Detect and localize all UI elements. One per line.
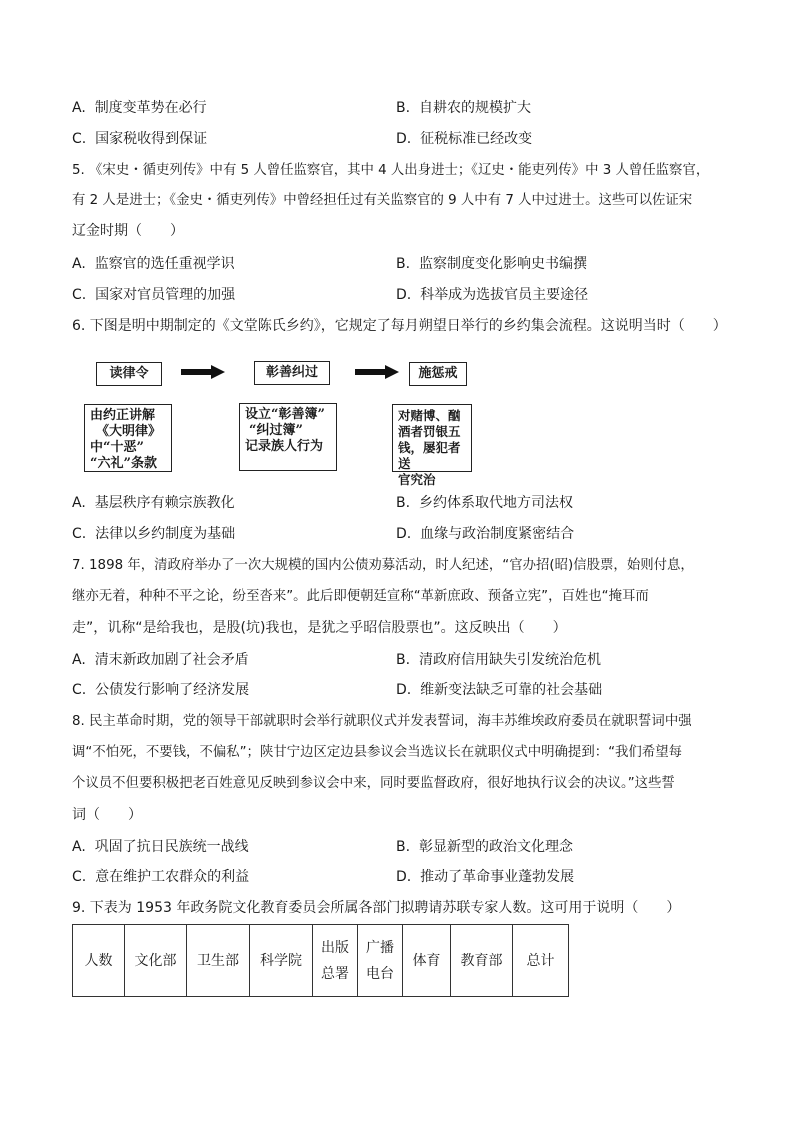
q8-option-c: C. 意在维护工农群众的利益 xyxy=(72,869,250,885)
table-header-cell: 体育 xyxy=(403,925,451,997)
table-header-row xyxy=(73,925,569,997)
q7-stem-line-3: 走”，讥称“是给我也，是股(坑)我也，是犹之乎昭信股票也”。这反映出（ ） xyxy=(72,620,567,636)
q5-option-a: A. 监察官的选任重视学识 xyxy=(72,256,235,272)
q9-stem: 9. 下表为 1953 年政务院文化教育委员会所属各部门拟聘请苏联专家人数。这可用于说明（ ） xyxy=(72,900,681,916)
flow-step-3-title: 施惩戒 xyxy=(409,362,467,386)
q6-option-b: B. 乡约体系取代地方司法权 xyxy=(396,495,573,511)
q9-expert-table xyxy=(72,924,569,997)
q5-option-b: B. 监察制度变化影响史书编撰 xyxy=(396,256,587,272)
q4-option-b: B. 自耕农的规模扩大 xyxy=(396,100,531,116)
q4-option-c: C. 国家税收得到保证 xyxy=(72,131,208,147)
q6-option-a: A. 基层秩序有赖宗族教化 xyxy=(72,495,235,511)
table-header-cell: 文化部 xyxy=(125,925,187,997)
q7-option-c: C. 公债发行影响了经济发展 xyxy=(72,682,250,698)
table-header-cell: 教育部 xyxy=(451,925,513,997)
q4-option-a: A. 制度变革势在必行 xyxy=(72,100,207,116)
q8-option-d: D. 推动了革命事业蓬勃发展 xyxy=(396,869,575,885)
q8-option-a: A. 巩固了抗日民族统一战线 xyxy=(72,839,249,855)
table-header-cell: 广播 电台 xyxy=(358,925,403,997)
q8-stem-line-3: 个议员不但要积极把老百姓意见反映到参议会中来，同时要监督政府，很好地执行议会的决议。”这些誓 xyxy=(72,776,675,791)
q6-option-c: C. 法律以乡约制度为基础 xyxy=(72,526,236,542)
table-header-cell: 总计 xyxy=(513,925,569,997)
q8-stem-line-4: 词（ ） xyxy=(72,807,142,823)
q5-option-d: D. 科举成为选拔官员主要途径 xyxy=(396,287,589,303)
q6-option-d: D. 血缘与政治制度紧密结合 xyxy=(396,526,575,542)
flow-step-3-detail: 对赌博、酗 酒者罚银五 钱，屡犯者送 官究治 xyxy=(392,404,472,472)
q5-option-c: C. 国家对官员管理的加强 xyxy=(72,287,236,303)
table-header-cell: 科学院 xyxy=(250,925,313,997)
q7-option-b: B. 清政府信用缺失引发统治危机 xyxy=(396,652,601,668)
flow-arrow-2-icon xyxy=(355,364,399,380)
flow-step-2-detail: 设立“彰善簿” “纠过簿” 记录族人行为 xyxy=(239,403,337,471)
q7-option-d: D. 维新变法缺乏可靠的社会基础 xyxy=(396,682,603,698)
table-header-cell: 人数 xyxy=(73,925,125,997)
q7-option-a: A. 清末新政加剧了社会矛盾 xyxy=(72,652,249,668)
q5-stem-line-3: 辽金时期（ ） xyxy=(72,223,184,239)
q4-option-d: D. 征税标准已经改变 xyxy=(396,131,533,147)
table-header-cell: 卫生部 xyxy=(187,925,250,997)
flow-arrow-1-icon xyxy=(181,364,225,380)
q8-option-b: B. 彰显新型的政治文化理念 xyxy=(396,839,573,855)
q7-stem-line-2: 继亦无着，种种不平之论，纷至沓来”。此后即便朝廷宣称“革新庶政、预备立宪”，百姓也“掩耳而 xyxy=(72,589,649,604)
q7-stem-line-1: 7. 1898 年，清政府举办了一次大规模的国内公债劝募活动，时人纪述，“官办招(昭)信股票，始则付息， xyxy=(72,558,694,573)
flow-step-1-title: 读律令 xyxy=(96,362,162,386)
table-header-cell: 出版 总署 xyxy=(313,925,358,997)
flow-step-2-title: 彰善纠过 xyxy=(254,361,330,385)
q8-stem-line-1: 8. 民主革命时期，党的领导干部就职时会举行就职仪式并发表誓词，海丰苏维埃政府委员在就职誓词中强 xyxy=(72,714,692,729)
flow-step-1-detail: 由约正讲解 《大明律》 中“十恶” “六礼”条款 xyxy=(84,404,172,472)
q6-stem: 6. 下图是明中期制定的《文堂陈氏乡约》，它规定了每月朔望日举行的乡约集会流程。这说明当时（ ） xyxy=(72,318,727,334)
q5-stem-line-2: 有 2 人是进士；《金史・循吏列传》中曾经担任过有关监察官的 9 人中有 7 人中过进士。这些可以佐证宋 xyxy=(72,193,693,208)
q5-stem-line-1: 5. 《宋史・循吏列传》中有 5 人曾任监察官，其中 4 人出身进士；《辽史・能吏列传》中 3 人曾任监察官， xyxy=(72,163,710,178)
q8-stem-line-2: 调“不怕死，不要钱，不偏私”；陕甘宁边区定边县参议会当选议长在就职仪式中明确提到：“我们希望每 xyxy=(72,745,682,760)
